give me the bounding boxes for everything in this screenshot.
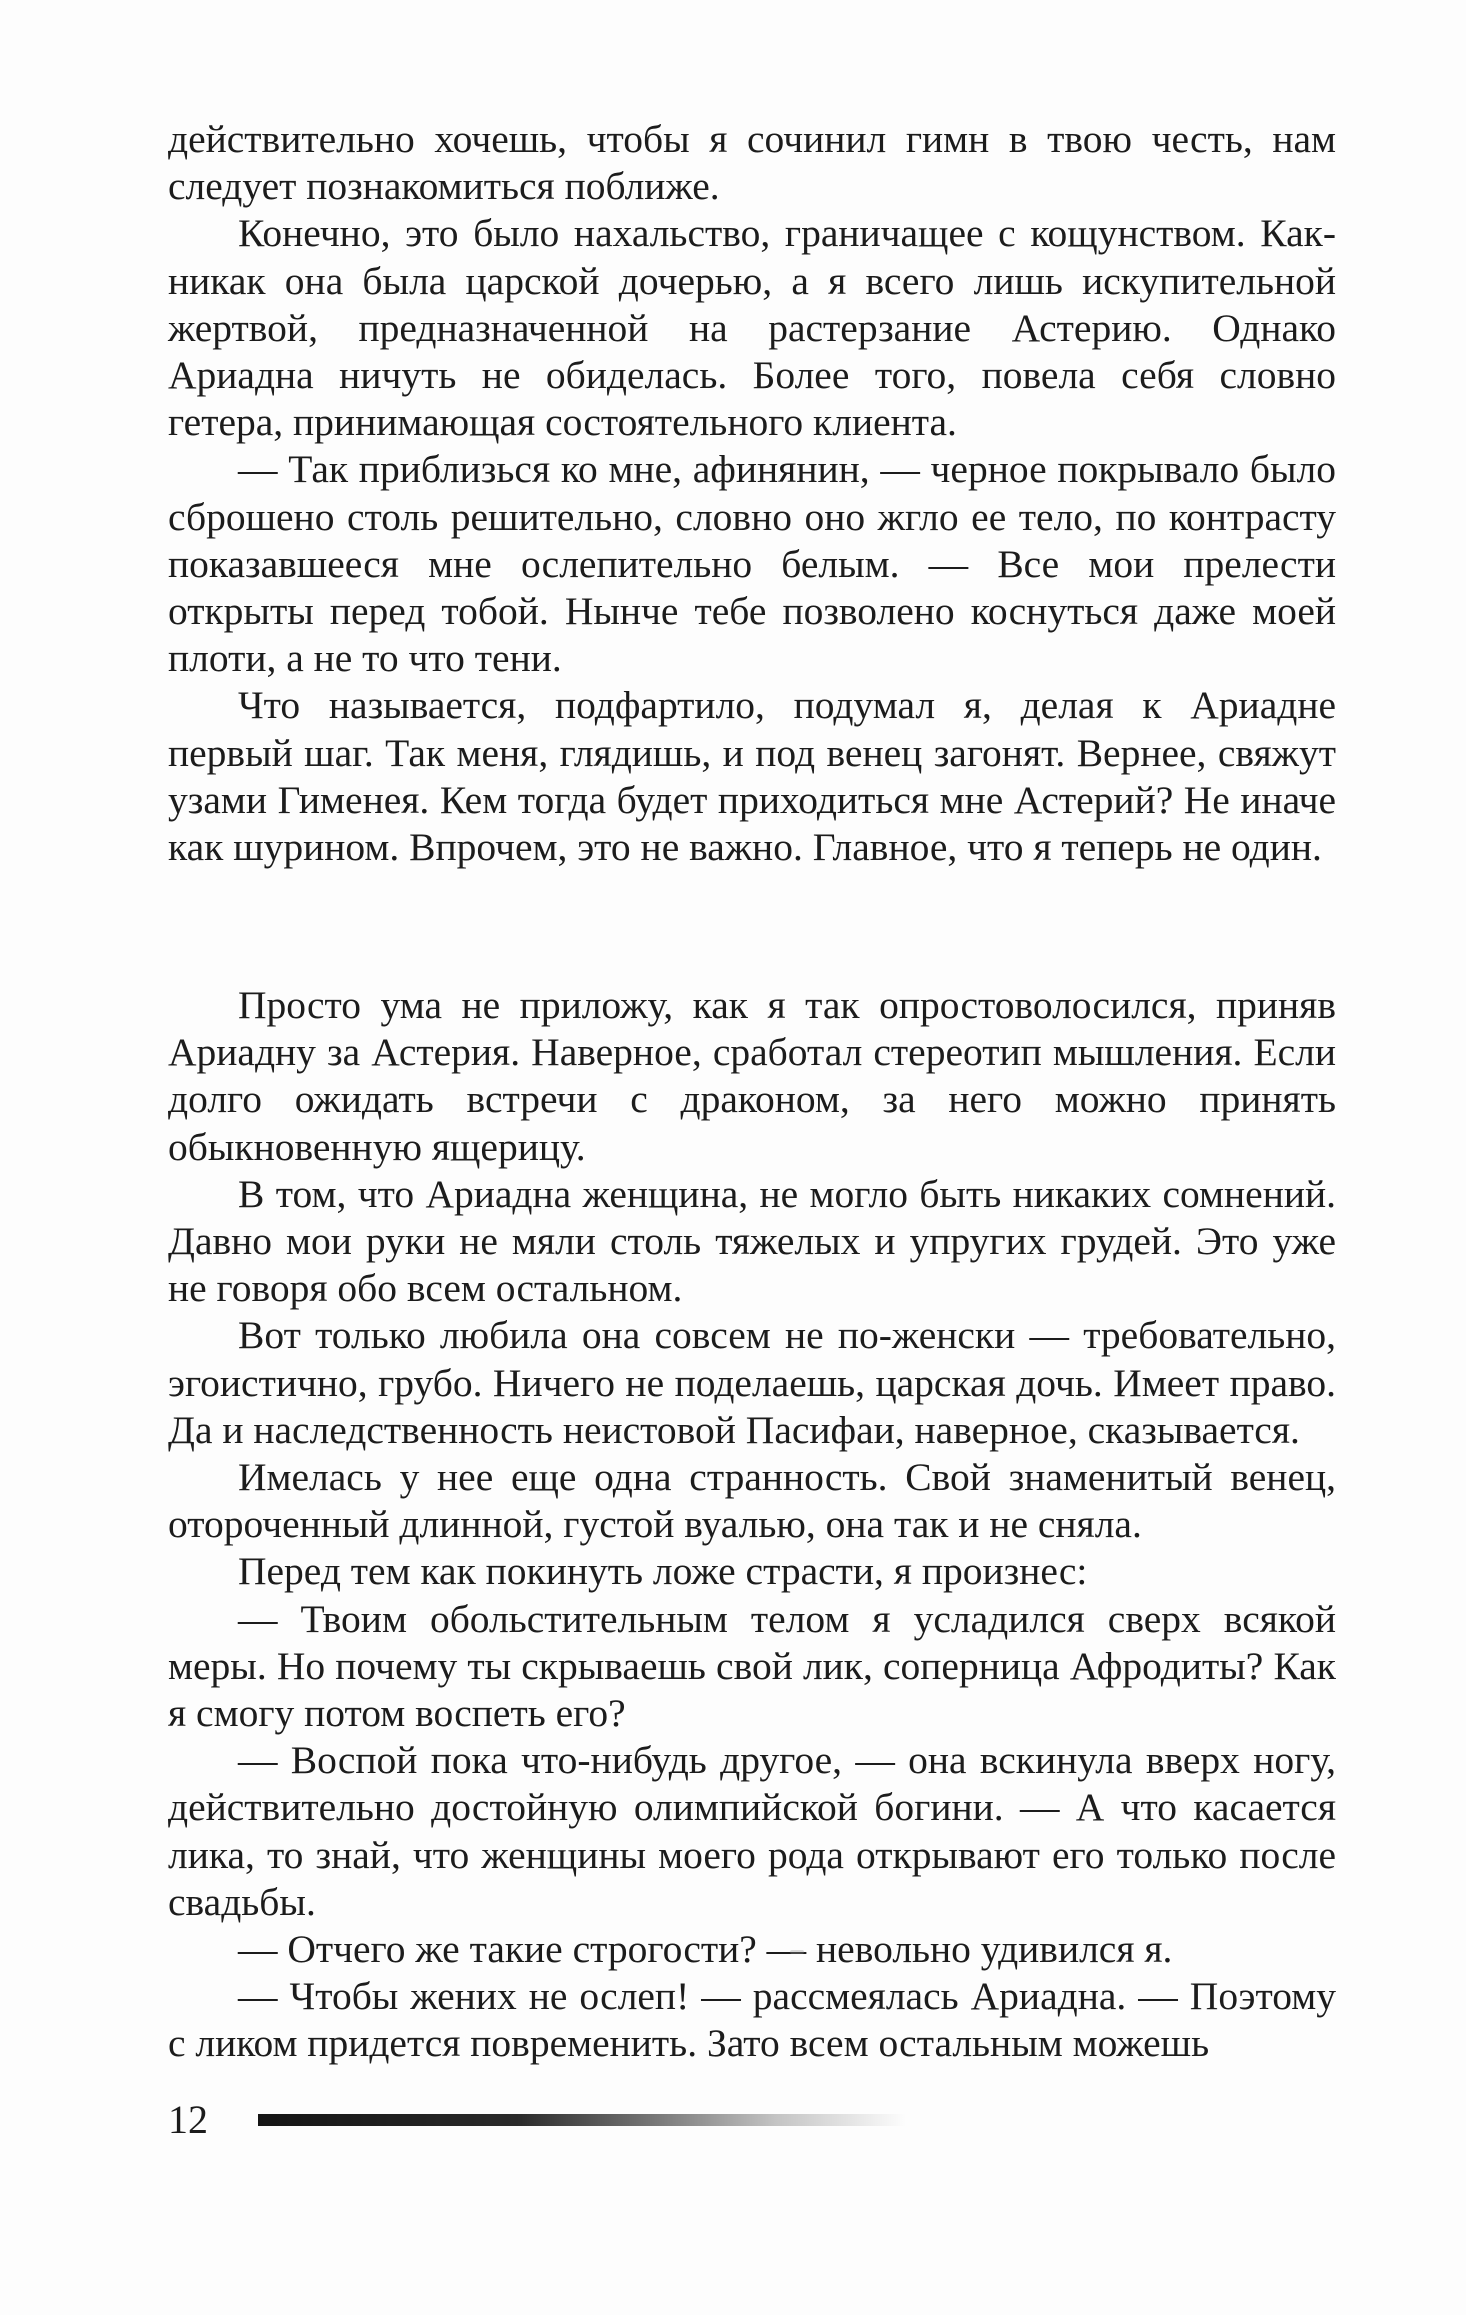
footer-decorative-bar: [258, 2114, 906, 2126]
paragraph: — Чтобы жених не ослеп! — рассмеялась Ариадна. — Поэтому с ликом придется повременить. Зато всем остальным можешь: [168, 1974, 1336, 2066]
text-section-bottom: [168, 982, 1336, 2068]
paragraph: — Отчего же такие строгости? — невольно удивился я.: [238, 1927, 1173, 1972]
paragraph: Конечно, это было нахальство, граничащее с кощунством. Как-никак она была царской дочерью, а я всего лишь искупительной жертвой, предназначенной на растерзание Астерию. Однако Ариадна ничуть не обиделась. Более того, повела себя словно гетера, принимающая состоятельного клиента.: [168, 211, 1336, 445]
scan-artifact: [790, 1950, 804, 1954]
paragraph: Просто ума не приложу, как я так опростоволосился, приняв Ариадну за Астерия. Наверное, сработал стереотип мышления. Если долго ожидать встречи с драконом, за него можно принять обыкновенную ящерицу.: [168, 983, 1336, 1169]
paragraph: — Так приблизься ко мне, афинянин, — черное покрывало было сброшено столь решительно, словно оно жгло ее тело, по контрасту показавшееся мне ослепительно белым. — Все мои прелести открыты перед тобой. Нынче тебе позволено коснуться даже моей плоти, а не то что тени.: [168, 447, 1336, 681]
paragraph: В том, что Ариадна женщина, не могло быть никаких сомнений. Давно мои руки не мяли столь тяжелых и упругих грудей. Это уже не говоря обо всем остальном.: [168, 1171, 1336, 1311]
paragraph: — Воспой пока что-нибудь другое, — она вскинула вверх ногу, действительно достойную олимпийской богини. — А что касается лика, то знай, что женщины моего рода открывают его только после свадьбы.: [168, 1738, 1336, 1924]
paragraph: Что называется, подфартило, подумал я, делая к Ариадне первый шаг. Так меня, глядишь, и под венец загонят. Вернее, свяжут узами Гименея. Кем тогда будет приходиться мне Астерий? Не иначе как шурином. Впрочем, это не важно. Главное, что я теперь не один.: [168, 683, 1336, 870]
paragraph: действительно хочешь, чтобы я сочинил гимн в твою честь, нам следует познакомиться поближе.: [168, 117, 1336, 209]
paragraph: — Твоим обольстительным телом я усладился сверх всякой меры. Но почему ты скрываешь свой лик, соперница Афродиты? Как я смогу потом воспеть его?: [168, 1596, 1336, 1736]
page-footer: [168, 2094, 1336, 2146]
paragraph: Вот только любила она совсем не по-женски — требовательно, эгоистично, грубо. Ничего не поделаешь, царская дочь. Имеет право. Да и наследственность неистовой Пасифаи, наверное, сказывается.: [168, 1313, 1336, 1452]
paragraph: Имелась у нее еще одна странность. Свой знаменитый венец, отороченный длинной, густой вуалью, она так и не сняла.: [168, 1455, 1336, 1547]
page-number: 12: [168, 2097, 208, 2142]
paragraph: Перед тем как покинуть ложе страсти, я произнес:: [238, 1549, 1088, 1594]
text-section-top: [168, 116, 1336, 871]
